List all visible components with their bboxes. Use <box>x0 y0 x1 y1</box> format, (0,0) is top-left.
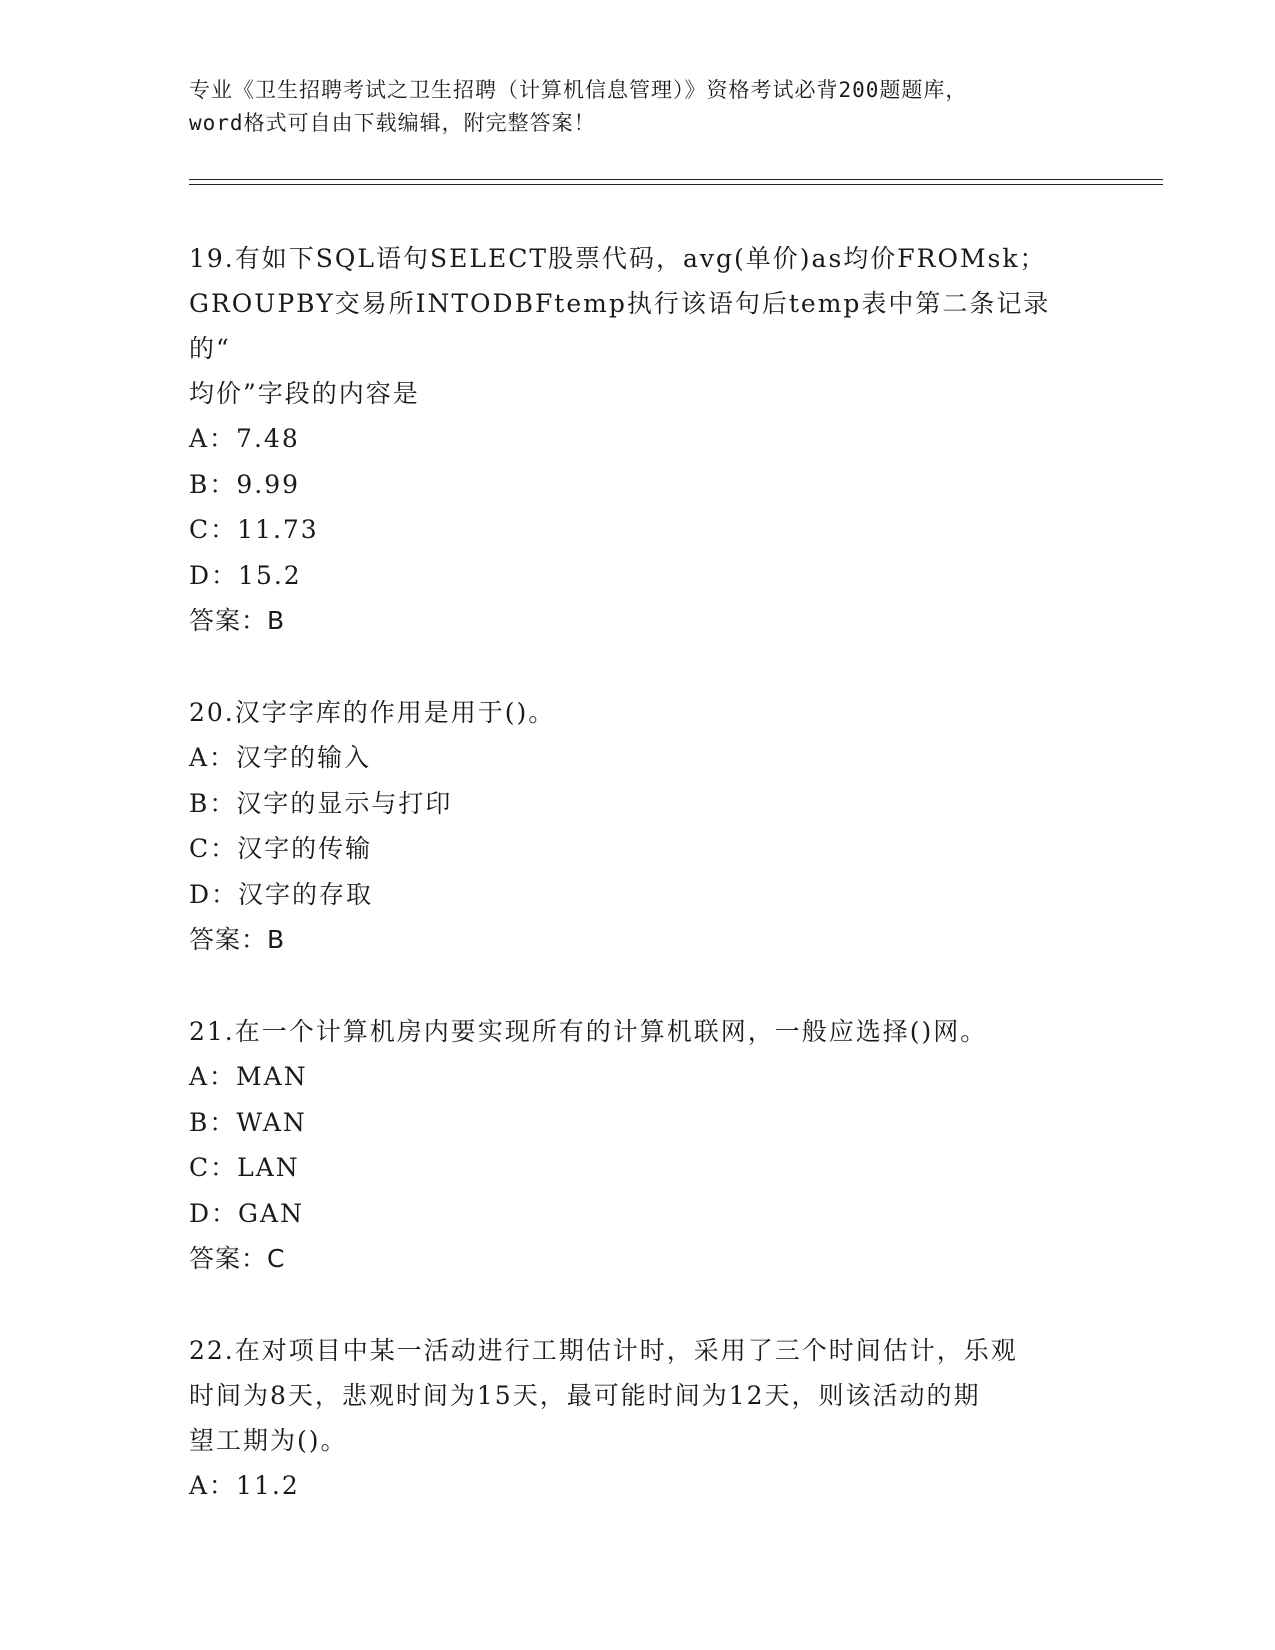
answer-key: 答案：B <box>189 925 286 954</box>
answer-key: 答案：C <box>189 1244 286 1273</box>
answer-key: 答案：B <box>189 606 286 635</box>
question-item <box>189 1009 1089 1282</box>
question-stem <box>189 236 1089 416</box>
question-stem <box>189 1009 1089 1054</box>
document-header <box>189 74 1089 140</box>
answer-option: C：LAN <box>189 1153 300 1182</box>
question-stem-line: 均价”字段的内容是 <box>189 379 420 408</box>
question-stem-line: 22.在对项目中某一活动进行工期估计时，采用了三个时间估计，乐观 <box>189 1336 1018 1365</box>
answer-option: A：11.2 <box>189 1471 300 1500</box>
header-divider-top <box>189 179 1163 180</box>
question-stem-line: 21.在一个计算机房内要实现所有的计算机联网，一般应选择()网。 <box>189 1017 988 1046</box>
question-stem <box>189 690 1089 735</box>
question-stem <box>189 1328 1089 1463</box>
header-title-line-2: word格式可自由下载编辑，附完整答案！ <box>189 111 596 135</box>
answer-option: C：11.73 <box>189 515 319 544</box>
answer-option: B：汉字的显示与打印 <box>189 788 453 818</box>
header-title-line-1: 专业《卫生招聘考试之卫生招聘（计算机信息管理）》资格考试必背200题题库， <box>189 78 968 102</box>
answer-option: D：GAN <box>189 1198 304 1228</box>
answer-option: A：MAN <box>189 1062 308 1091</box>
question-item <box>189 236 1089 644</box>
question-list <box>189 236 1089 1555</box>
question-stem-line: 20.汉字字库的作用是用于()。 <box>189 698 556 727</box>
answer-option: A：汉字的输入 <box>189 743 372 772</box>
answer-option: D：15.2 <box>189 560 302 590</box>
question-item <box>189 1328 1089 1509</box>
question-stem-line: 时间为8天，悲观时间为15天，最可能时间为12天，则该活动的期 <box>189 1381 981 1410</box>
answer-option: B：9.99 <box>189 469 301 499</box>
answer-option: A：7.48 <box>189 424 300 453</box>
question-stem-line: 19.有如下SQL语句SELECT股票代码，avg(单价)as均价FROMsk； <box>189 244 1047 273</box>
header-divider-bottom <box>189 184 1163 185</box>
answer-option: C：汉字的传输 <box>189 834 373 863</box>
question-item <box>189 690 1089 963</box>
answer-option: B：WAN <box>189 1107 307 1137</box>
question-stem-line: 望工期为()。 <box>189 1426 348 1455</box>
answer-option: D：汉字的存取 <box>189 879 374 909</box>
question-stem-line: GROUPBY交易所INTODBFtemp执行该语句后temp表中第二条记录的“ <box>189 289 1051 363</box>
